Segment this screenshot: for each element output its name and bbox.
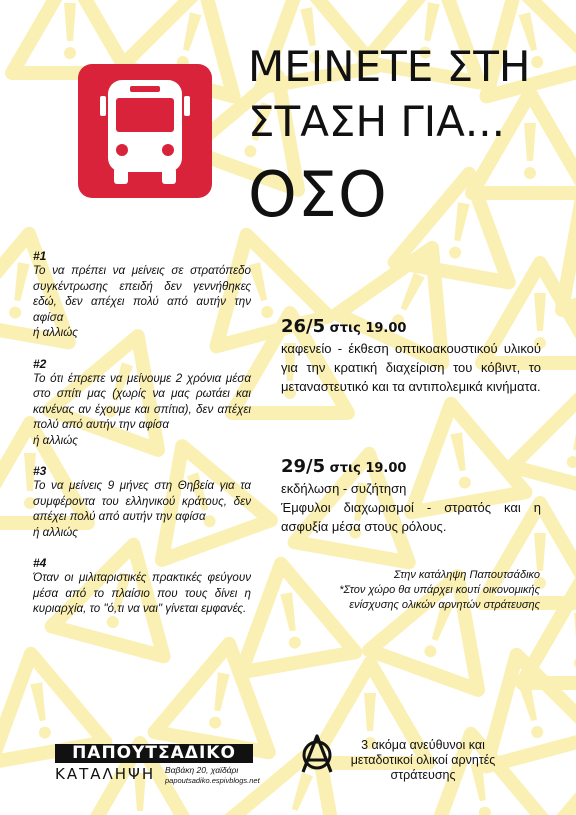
reason-tail: ή αλλιώς <box>33 525 78 539</box>
logo-name: ΠΑΠΟΥΤΣΑΔΙΚΟ <box>55 744 253 763</box>
reason-text: Το να πρέπει να μείνεις σε στρατόπεδο συγκέντρωσης επειδή δεν γεννήθηκες εδώ, δεν απέχει πολύ από αυτήν την αφίσα <box>33 264 251 324</box>
reason-number: #1 <box>33 249 47 263</box>
event-1 <box>281 315 541 396</box>
donation-note: *Στον χώρο θα υπάρχει κουτί οικονομικής ενίσχυσης ολικών αρνητών στράτευσης <box>339 584 540 611</box>
headline-line-2: ΣΤΑΣΗ ΓΙΑ... <box>248 97 505 146</box>
logo-address: Βαβάκη 20, χαϊδάρι <box>165 765 239 775</box>
reason-text: Το να μείνεις 9 μήνες στη Θηβεία για τα συμφέροντα του ελληνικού κράτους, δεν απέχει πολύ από αυτήν την αφίσα <box>33 479 251 523</box>
reason-number: #3 <box>33 464 47 478</box>
reason-tail: ή αλλιώς <box>33 433 78 447</box>
event-2 <box>281 455 541 536</box>
footer-note: 3 ακόμα ανεύθυνοι και μεταδοτικοί ολικοί αρνητές στράτευσης <box>350 738 496 782</box>
reason-text: Το ότι έπρεπε να μείνουμε 2 χρόνια μέσα στο σπίτι μας (χωρίς να μας ρωτάει και κανένας αν έχουμε και σπίτια), δεν απέχει πολύ από αυτήν την αφίσα <box>33 371 251 431</box>
event-date: 29/5 <box>281 456 326 477</box>
event-date: 26/5 <box>281 316 326 337</box>
headline-line-3: ΟΣΟ <box>248 158 388 231</box>
event-time: στις 19.00 <box>329 321 407 336</box>
reason-text: Όταν οι μιλιταριστικές πρακτικές φεύγουν μέσα από το πλαίσιο που τους δίνει η κυριαρχία, το "ό,τι να ναι" γίνεται εμφανές. <box>33 571 251 615</box>
event-time: στις 19.00 <box>329 461 407 476</box>
reason-item <box>33 464 251 540</box>
event-title: εκδήλωση - συζήτηση <box>281 481 407 496</box>
bus-icon <box>78 64 212 198</box>
reason-number: #2 <box>33 356 47 371</box>
logo-url: papoutsadiko.espivblogs.net <box>165 776 260 785</box>
headline-line-1: ΜΕΙΝΕΤΕ ΣΤΗ <box>248 42 531 91</box>
venue-line: Στην κατάληψη Παπουτσάδικο <box>393 569 540 581</box>
reason-item <box>33 556 251 617</box>
reason-number: #4 <box>33 556 47 570</box>
reason-item <box>33 357 251 449</box>
squat-logo <box>55 743 260 794</box>
reason-item <box>33 249 251 341</box>
event-date-line <box>281 315 541 339</box>
venue-note <box>330 568 540 613</box>
event-description: Έμφυλοι διαχωρισμοί - στρατός και η ασφυξία μέσα στους ρόλους. <box>281 500 541 534</box>
anarchy-symbol-icon <box>299 734 335 774</box>
logo-subtitle: ΚΑΤΑΛΗΨΗ <box>55 765 156 783</box>
event-description: καφενείο - έκθεση οπτικοακουστικού υλικού για την κρατική διαχείριση του κόβιντ, το μεταναστευτικό και τα αντιπολεμικά κινήματα. <box>281 341 541 394</box>
reasons-column <box>33 249 251 633</box>
reason-tail: ή αλλιώς <box>33 326 78 339</box>
event-date-line <box>281 455 541 479</box>
